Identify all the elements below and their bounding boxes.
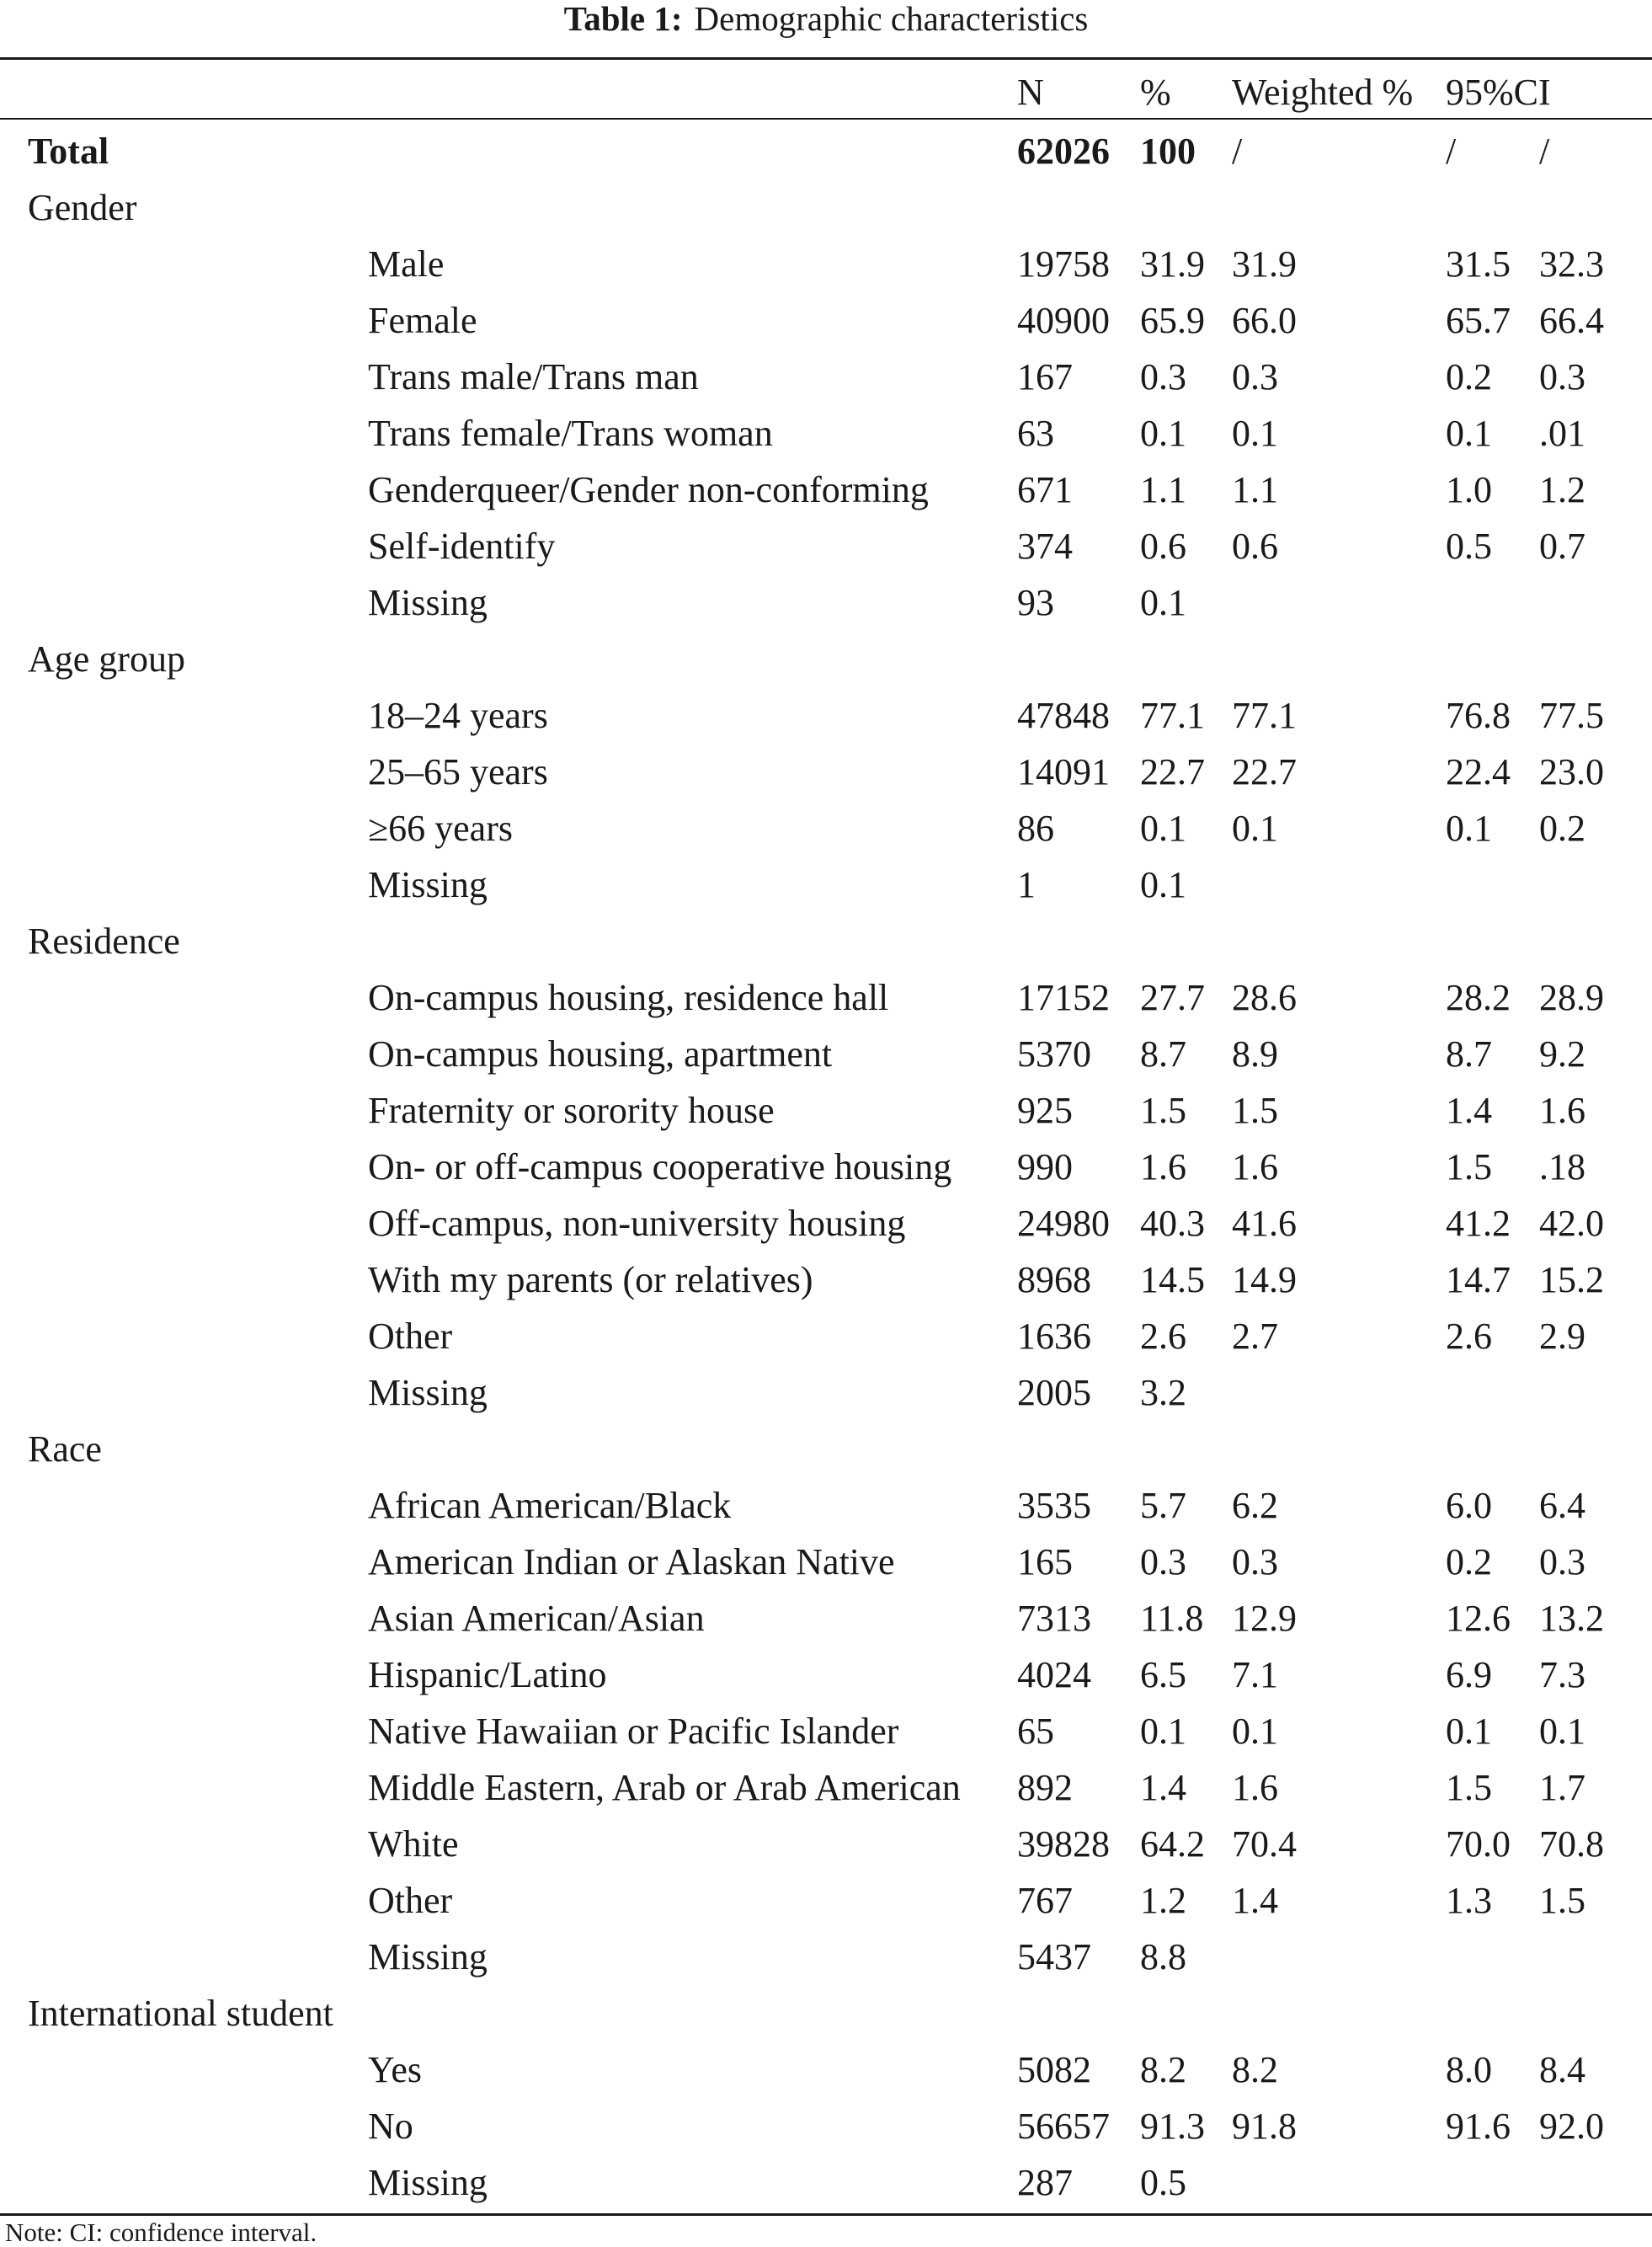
row-ci-low xyxy=(1446,1364,1539,1421)
row-ci-low: 31.5 xyxy=(1446,243,1511,285)
row-ci-low: 6.0 xyxy=(1446,1485,1492,1526)
row-n: 24980 xyxy=(1017,1203,1110,1244)
table-body xyxy=(0,123,1652,2211)
row-ci-high xyxy=(1539,2154,1652,2211)
row-weighted-percent: 1.1 xyxy=(1232,469,1278,510)
row-n: 892 xyxy=(1017,1767,1073,1808)
row-ci-low: 91.6 xyxy=(1446,2106,1511,2147)
row-ci-high: 28.9 xyxy=(1539,977,1604,1018)
row-label: Genderqueer/Gender non-conforming xyxy=(368,469,929,510)
row-ci-low: 65.7 xyxy=(1446,300,1511,341)
row-ci-high xyxy=(1539,857,1652,913)
total-percent: 100 xyxy=(1140,131,1196,172)
table-row xyxy=(0,1026,1652,1082)
table-row xyxy=(0,1477,1652,1534)
row-ci-high: 7.3 xyxy=(1539,1654,1585,1695)
column-header-n: N xyxy=(1017,72,1044,113)
table-row xyxy=(0,687,1652,744)
row-ci-low: 1.3 xyxy=(1446,1880,1492,1921)
table-row xyxy=(0,405,1652,462)
row-percent: 0.5 xyxy=(1140,2162,1186,2203)
table-row xyxy=(0,1647,1652,1703)
table-row xyxy=(0,1139,1652,1195)
row-weighted-percent: 0.1 xyxy=(1232,413,1278,454)
table-row xyxy=(0,1308,1652,1364)
row-percent: 0.1 xyxy=(1140,582,1186,623)
table-row xyxy=(0,1759,1652,1816)
row-ci-high: 1.7 xyxy=(1539,1767,1585,1808)
row-ci-low: 1.5 xyxy=(1446,1767,1492,1808)
row-label: Trans male/Trans man xyxy=(368,356,699,398)
row-ci-high: 0.2 xyxy=(1539,808,1585,849)
row-n: 2005 xyxy=(1017,1372,1091,1413)
row-percent: 1.4 xyxy=(1140,1767,1186,1808)
row-n: 4024 xyxy=(1017,1654,1091,1695)
total-ci-high: / xyxy=(1539,131,1550,172)
row-n: 5437 xyxy=(1017,1936,1091,1977)
row-ci-high: 70.8 xyxy=(1539,1823,1604,1865)
row-percent: 1.6 xyxy=(1140,1146,1186,1188)
row-ci-high: 8.4 xyxy=(1539,2049,1585,2090)
row-percent: 8.2 xyxy=(1140,2049,1186,2090)
row-n: 671 xyxy=(1017,469,1073,510)
row-ci-low: 0.1 xyxy=(1446,808,1492,849)
row-ci-low xyxy=(1446,1929,1539,1985)
row-ci-high: 77.5 xyxy=(1539,695,1604,736)
row-ci-high: 92.0 xyxy=(1539,2106,1604,2147)
row-ci-low xyxy=(1446,857,1539,913)
row-n: 93 xyxy=(1017,582,1054,623)
row-weighted-percent xyxy=(1232,574,1446,631)
group-header-row xyxy=(0,179,1652,236)
row-n: 3535 xyxy=(1017,1485,1091,1526)
row-label: On- or off-campus cooperative housing xyxy=(368,1146,952,1188)
row-label: No xyxy=(368,2106,413,2147)
table-top-rule xyxy=(0,57,1652,60)
table-row xyxy=(0,1703,1652,1759)
row-percent: 5.7 xyxy=(1140,1485,1186,1526)
table-row xyxy=(0,462,1652,518)
row-weighted-percent: 7.1 xyxy=(1232,1654,1278,1695)
group-label: Residence xyxy=(28,921,180,962)
row-n: 56657 xyxy=(1017,2106,1110,2147)
table-row xyxy=(0,2042,1652,2098)
row-ci-low: 6.9 xyxy=(1446,1654,1492,1695)
row-weighted-percent: 14.9 xyxy=(1232,1259,1297,1300)
row-n: 40900 xyxy=(1017,300,1110,341)
row-ci-high: 0.3 xyxy=(1539,1541,1585,1583)
row-label: Fraternity or sorority house xyxy=(368,1090,775,1131)
column-header-weighted-percent: Weighted % xyxy=(1232,72,1414,113)
table-row xyxy=(0,292,1652,349)
row-weighted-percent xyxy=(1232,1929,1446,1985)
row-n: 47848 xyxy=(1017,695,1110,736)
group-label: International student xyxy=(28,1993,333,2034)
table-note: Note: CI: confidence interval. xyxy=(5,2218,317,2247)
row-label: Native Hawaiian or Pacific Islander xyxy=(368,1711,899,1752)
row-label: Hispanic/Latino xyxy=(368,1654,607,1695)
table-row xyxy=(0,236,1652,292)
table-bottom-rule xyxy=(0,2213,1652,2216)
row-ci-low xyxy=(1446,574,1539,631)
table-row xyxy=(0,1816,1652,1872)
row-ci-high: 15.2 xyxy=(1539,1259,1604,1300)
row-weighted-percent: 0.3 xyxy=(1232,1541,1278,1583)
demographics-table xyxy=(0,64,1652,2211)
row-weighted-percent: 70.4 xyxy=(1232,1823,1297,1865)
row-weighted-percent: 28.6 xyxy=(1232,977,1297,1018)
row-ci-low: 76.8 xyxy=(1446,695,1511,736)
group-label: Age group xyxy=(28,638,185,680)
row-ci-low: 1.5 xyxy=(1446,1146,1492,1188)
row-percent: 0.3 xyxy=(1140,356,1186,398)
row-weighted-percent: 0.1 xyxy=(1232,1711,1278,1752)
row-label: ≥66 years xyxy=(368,808,513,849)
row-weighted-percent: 0.1 xyxy=(1232,808,1278,849)
row-percent: 11.8 xyxy=(1140,1598,1204,1639)
row-label: American Indian or Alaskan Native xyxy=(368,1541,895,1583)
row-weighted-percent: 1.4 xyxy=(1232,1880,1278,1921)
row-ci-high: 6.4 xyxy=(1539,1485,1585,1526)
row-label: Female xyxy=(368,300,477,341)
row-percent: 27.7 xyxy=(1140,977,1205,1018)
row-percent: 6.5 xyxy=(1140,1654,1186,1695)
total-n: 62026 xyxy=(1017,131,1110,172)
row-weighted-percent: 8.2 xyxy=(1232,2049,1278,2090)
row-label: Middle Eastern, Arab or Arab American xyxy=(368,1767,961,1808)
row-weighted-percent: 1.6 xyxy=(1232,1146,1278,1188)
row-percent: 3.2 xyxy=(1140,1372,1186,1413)
column-header-percent: % xyxy=(1140,72,1171,113)
row-ci-high: 0.7 xyxy=(1539,526,1585,567)
row-n: 925 xyxy=(1017,1090,1073,1131)
row-label: Asian American/Asian xyxy=(368,1598,705,1639)
row-weighted-percent: 2.7 xyxy=(1232,1316,1278,1357)
group-header-row xyxy=(0,631,1652,687)
row-ci-high: 66.4 xyxy=(1539,300,1604,341)
group-label: Race xyxy=(28,1428,102,1470)
row-label: Missing xyxy=(368,1936,488,1977)
row-weighted-percent: 0.6 xyxy=(1232,526,1278,567)
row-n: 39828 xyxy=(1017,1823,1110,1865)
row-percent: 0.1 xyxy=(1140,808,1186,849)
column-header-subcategory xyxy=(368,64,1017,121)
row-weighted-percent: 22.7 xyxy=(1232,751,1297,793)
row-n: 287 xyxy=(1017,2162,1073,2203)
row-label: Male xyxy=(368,243,445,285)
row-label: Missing xyxy=(368,1372,488,1413)
row-weighted-percent: 31.9 xyxy=(1232,243,1297,285)
row-n: 5082 xyxy=(1017,2049,1091,2090)
row-percent: 0.6 xyxy=(1140,526,1186,567)
row-weighted-percent: 1.6 xyxy=(1232,1767,1278,1808)
row-weighted-percent: 77.1 xyxy=(1232,695,1297,736)
row-label: Yes xyxy=(368,2049,423,2090)
row-n: 767 xyxy=(1017,1880,1073,1921)
row-percent: 8.7 xyxy=(1140,1033,1186,1075)
total-label: Total xyxy=(28,131,109,172)
row-percent: 14.5 xyxy=(1140,1259,1205,1300)
row-n: 14091 xyxy=(1017,751,1110,793)
table-row xyxy=(0,1590,1652,1647)
row-label: Missing xyxy=(368,582,488,623)
row-n: 167 xyxy=(1017,356,1073,398)
row-ci-low: 8.0 xyxy=(1446,2049,1492,2090)
row-weighted-percent xyxy=(1232,857,1446,913)
row-weighted-percent: 66.0 xyxy=(1232,300,1297,341)
row-label: With my parents (or relatives) xyxy=(368,1259,813,1300)
row-weighted-percent: 91.8 xyxy=(1232,2106,1297,2147)
row-ci-high: 32.3 xyxy=(1539,243,1604,285)
row-label: Off-campus, non-university housing xyxy=(368,1203,906,1244)
row-label: On-campus housing, residence hall xyxy=(368,977,889,1018)
row-ci-high: 23.0 xyxy=(1539,751,1604,793)
row-percent: 0.1 xyxy=(1140,864,1186,905)
row-ci-low: 28.2 xyxy=(1446,977,1511,1018)
table-row xyxy=(0,2154,1652,2211)
table-row xyxy=(0,1252,1652,1308)
table-row xyxy=(0,1872,1652,1929)
row-ci-low: 14.7 xyxy=(1446,1259,1511,1300)
row-ci-low: 0.1 xyxy=(1446,413,1492,454)
total-row xyxy=(0,123,1652,179)
table-row xyxy=(0,857,1652,913)
table-row xyxy=(0,1929,1652,1985)
row-ci-low: 41.2 xyxy=(1446,1203,1511,1244)
row-label: African American/Black xyxy=(368,1485,732,1526)
group-label: Gender xyxy=(28,187,137,228)
column-header-row xyxy=(0,64,1652,121)
row-percent: 0.3 xyxy=(1140,1541,1186,1583)
row-percent: 0.1 xyxy=(1140,413,1186,454)
row-ci-high: 13.2 xyxy=(1539,1598,1604,1639)
row-ci-low: 1.4 xyxy=(1446,1090,1492,1131)
row-n: 17152 xyxy=(1017,977,1110,1018)
row-ci-high: .18 xyxy=(1539,1146,1585,1188)
row-percent: 8.8 xyxy=(1140,1936,1186,1977)
row-percent: 22.7 xyxy=(1140,751,1205,793)
group-header-row xyxy=(0,1985,1652,2042)
table-row xyxy=(0,2098,1652,2154)
row-weighted-percent xyxy=(1232,1364,1446,1421)
row-percent: 77.1 xyxy=(1140,695,1205,736)
row-label: 18–24 years xyxy=(368,695,548,736)
table-row xyxy=(0,744,1652,800)
row-weighted-percent: 12.9 xyxy=(1232,1598,1297,1639)
row-weighted-percent: 41.6 xyxy=(1232,1203,1297,1244)
column-header-ci: 95%CI xyxy=(1446,72,1551,113)
row-ci-low: 8.7 xyxy=(1446,1033,1492,1075)
row-ci-low: 22.4 xyxy=(1446,751,1511,793)
row-ci-low: 12.6 xyxy=(1446,1598,1511,1639)
table-row xyxy=(0,349,1652,405)
table-row xyxy=(0,574,1652,631)
row-ci-high: 0.1 xyxy=(1539,1711,1585,1752)
row-label: Missing xyxy=(368,864,488,905)
row-n: 19758 xyxy=(1017,243,1110,285)
row-n: 374 xyxy=(1017,526,1073,567)
row-ci-low: 0.5 xyxy=(1446,526,1492,567)
row-label: Missing xyxy=(368,2162,488,2203)
table-row xyxy=(0,518,1652,574)
row-percent: 65.9 xyxy=(1140,300,1205,341)
row-weighted-percent: 8.9 xyxy=(1232,1033,1278,1075)
row-ci-low: 0.2 xyxy=(1446,356,1492,398)
row-ci-high: 1.6 xyxy=(1539,1090,1585,1131)
row-weighted-percent: 1.5 xyxy=(1232,1090,1278,1131)
row-weighted-percent: 6.2 xyxy=(1232,1485,1278,1526)
row-label: Other xyxy=(368,1880,453,1921)
row-percent: 1.2 xyxy=(1140,1880,1186,1921)
row-label: Trans female/Trans woman xyxy=(368,413,773,454)
row-label: 25–65 years xyxy=(368,751,548,793)
row-ci-high: 9.2 xyxy=(1539,1033,1585,1075)
table-row xyxy=(0,800,1652,857)
row-ci-high xyxy=(1539,1929,1652,1985)
row-weighted-percent xyxy=(1232,2154,1446,2211)
group-header-row xyxy=(0,1421,1652,1477)
row-n: 5370 xyxy=(1017,1033,1091,1075)
row-percent: 64.2 xyxy=(1140,1823,1205,1865)
row-n: 7313 xyxy=(1017,1598,1091,1639)
total-weighted-percent: / xyxy=(1232,131,1243,172)
row-ci-low: 2.6 xyxy=(1446,1316,1492,1357)
row-percent: 1.5 xyxy=(1140,1090,1186,1131)
row-label: Other xyxy=(368,1316,453,1357)
row-ci-high: 2.9 xyxy=(1539,1316,1585,1357)
row-label: Self-identify xyxy=(368,526,556,567)
row-ci-high xyxy=(1539,1364,1652,1421)
row-ci-low xyxy=(1446,2154,1539,2211)
row-n: 1 xyxy=(1017,864,1036,905)
row-percent: 40.3 xyxy=(1140,1203,1205,1244)
table-caption-title: Demographic characteristics xyxy=(694,0,1089,38)
row-ci-high: .01 xyxy=(1539,413,1585,454)
row-ci-low: 0.1 xyxy=(1446,1711,1492,1752)
row-n: 65 xyxy=(1017,1711,1054,1752)
row-percent: 1.1 xyxy=(1140,469,1186,510)
row-n: 63 xyxy=(1017,413,1054,454)
table-row xyxy=(0,1364,1652,1421)
row-ci-high xyxy=(1539,574,1652,631)
row-ci-high: 1.5 xyxy=(1539,1880,1585,1921)
table-row xyxy=(0,1082,1652,1139)
row-n: 86 xyxy=(1017,808,1054,849)
table-caption xyxy=(0,0,1652,37)
row-label: White xyxy=(368,1823,459,1865)
table-row xyxy=(0,1195,1652,1252)
row-weighted-percent: 0.3 xyxy=(1232,356,1278,398)
row-n: 990 xyxy=(1017,1146,1073,1188)
row-ci-low: 70.0 xyxy=(1446,1823,1511,1865)
row-percent: 31.9 xyxy=(1140,243,1205,285)
row-n: 165 xyxy=(1017,1541,1073,1583)
row-ci-low: 1.0 xyxy=(1446,469,1492,510)
row-ci-high: 42.0 xyxy=(1539,1203,1604,1244)
total-ci-low: / xyxy=(1446,131,1457,172)
row-ci-high: 1.2 xyxy=(1539,469,1585,510)
column-header-category xyxy=(0,64,368,121)
row-n: 1636 xyxy=(1017,1316,1091,1357)
row-label: On-campus housing, apartment xyxy=(368,1033,833,1075)
row-percent: 0.1 xyxy=(1140,1711,1186,1752)
row-n: 8968 xyxy=(1017,1259,1091,1300)
table-row xyxy=(0,1534,1652,1590)
row-percent: 91.3 xyxy=(1140,2106,1205,2147)
row-ci-high: 0.3 xyxy=(1539,356,1585,398)
group-header-row xyxy=(0,913,1652,969)
row-percent: 2.6 xyxy=(1140,1316,1186,1357)
row-ci-low: 0.2 xyxy=(1446,1541,1492,1583)
table-row xyxy=(0,969,1652,1026)
table-caption-label: Table 1: xyxy=(563,0,683,38)
